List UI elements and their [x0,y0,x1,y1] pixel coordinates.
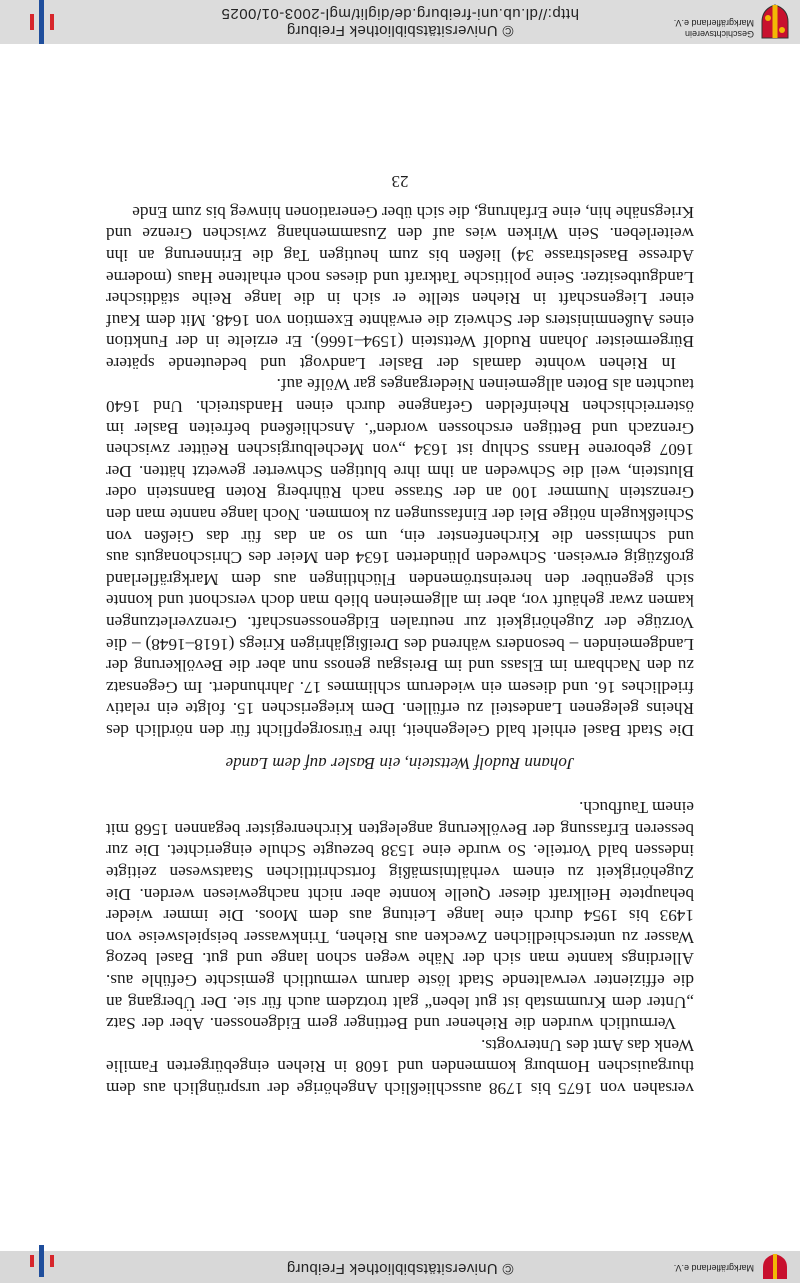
text-block-top [106,797,694,1099]
footer-bar [0,0,800,44]
paragraph: versahen von 1675 bis 1798 ausschließlich Angehörige der ursprünglich aus dem thurgauischen Homburg kommenden und 1608 in Riehen eingebürgerten Familie Wenk das Amt des Untervogts. [106,1035,694,1098]
paragraph: In Riehen wohnte damals der Basler Landvogt und bedeutende spätere Bürgermeister Johann Rudolf Wettstein (1594–1666). Er erzielte in der Funktion eines Außenministers der Schweiz die erwähnte Exemtion von 1648. Mit dem Kauf einer Liegenschaft in Riehen stellte er sich in die lange Reihe städtischer Landgutbesitzer. Seine politische Tatkraft und dieses noch erhaltene Haus (moderne Adresse Baselstrasse 34) ließen bis zum heutigen Tag die Erinnerung an ihn weiterleben. Sein Wirken wies auf den Zusammenhang zwischen Grenze und Kriegsnähe hin, eine Erfahrung, die sich über Generationen hinweg bis zum Ende [106,202,694,373]
society-name-line: Markgräflerland e.V. [673,18,754,28]
society-name-line: Geschichtsverein [684,29,754,39]
text-block-bottom [106,201,694,741]
permalink-url[interactable]: http://dl.ub.uni-freiburg.de/diglit/mgl-2003-01/0025 [221,5,579,22]
library-mark-icon [22,1239,62,1283]
ghost-copyright: © Universitätsbibliothek Freiburg [286,1260,514,1277]
paragraph: Die Stadt Basel erhielt bald Gelegenheit, ihre Fürsorgepflicht für den nördlich des Rheins gelegenen Landesteil zu erfüllen. Dem kriegerischen 15. folgte ein relativ friedliches 16. und diesem ein wiederum schlimmes 17. Jahrhundert. Im Gegensatz zu den Nachbarn im Elsass und im Breisgau genoss nun aber die Bevölkerung der Landgemeinden – besonders während des Dreißigjährigen Kriegs (1618–1648) – die Vorzüge der Zugehörigkeit zur neutralen Eidgenossenschaft. Grenzverletzungen kamen zwar gehäuft vor, aber im allgemeinen blieb man doch verschont und konnte sich gegenüber den hereinströmenden Flüchtlingen aus dem Markgräflerland großzügig erweisen. Schweden plünderten 1634 den Meier des Chrischonaguts aus und schmissen die Kirchenfenster ein, um so an das für das Gießen von Schießkugeln nötige Blei der Einfassungen zu kommen. Noch lange nannte man den Grenzstein Nummer 100 an der Strasse nach Rührberg Roten Bannstein oder Blutstein, weil die Schweden an ihm ihre blutigen Schwerter gewetzt hätten. Der 1607 geborene Hanss Schlup ist 1634 „von Mechelburgischen Reütter zwischen Grenzach und Bettigen erschossen worden“. Anschließend befreiten Basler im österreichischen Rheinfelden Gefangene durch einen Handstreich. Und 1640 tauchten als Boten allgemeinen Niederganges gar Wölfe auf. [106,375,694,740]
copyright-text: © Universitätsbibliothek Freiburg [286,22,514,39]
society-name: Markgräflerland e.V. [673,1263,754,1273]
library-mark-icon [22,0,62,44]
section-heading: Johann Rudolf Wettstein, ein Basler auf dem Lande [225,754,575,773]
page-number: 23 [391,172,409,191]
previous-page-footer [0,1251,800,1283]
paragraph: Vermutlich wurden die Riehener und Bettinger gern Eidgenossen. Aber der Satz „Unter dem Krummstab ist gut leben“ galt trotzdem auch für sie. Der Übergang an die effizienter verwaltende Stadt löste darum vermutlich gemischte Gefühle aus. Allerdings kannte man sich der Nähe wegen schon lange und gut. Basel bezog Wasser zu unterschiedlichen Zwecken aus Riehen, Trinkwasser beispielsweise von 1493 bis 1954 durch eine lange Leitung aus dem Moos. Die immer wieder behauptete Heilkraft dieser Quelle konnte aber nicht nachgewiesen werden. Die Zugehörigkeit zu einem verhältnismäßig fortschrittlichen Staatswesen zeitigte indessen bald Vorteile. So wurde eine 1538 bezeugte Schule eingerichtet. Die zur besseren Erfassung der Bevölkerung angelegten Kirchenregister begannen 1568 mit einem Taufbuch. [106,798,694,1034]
